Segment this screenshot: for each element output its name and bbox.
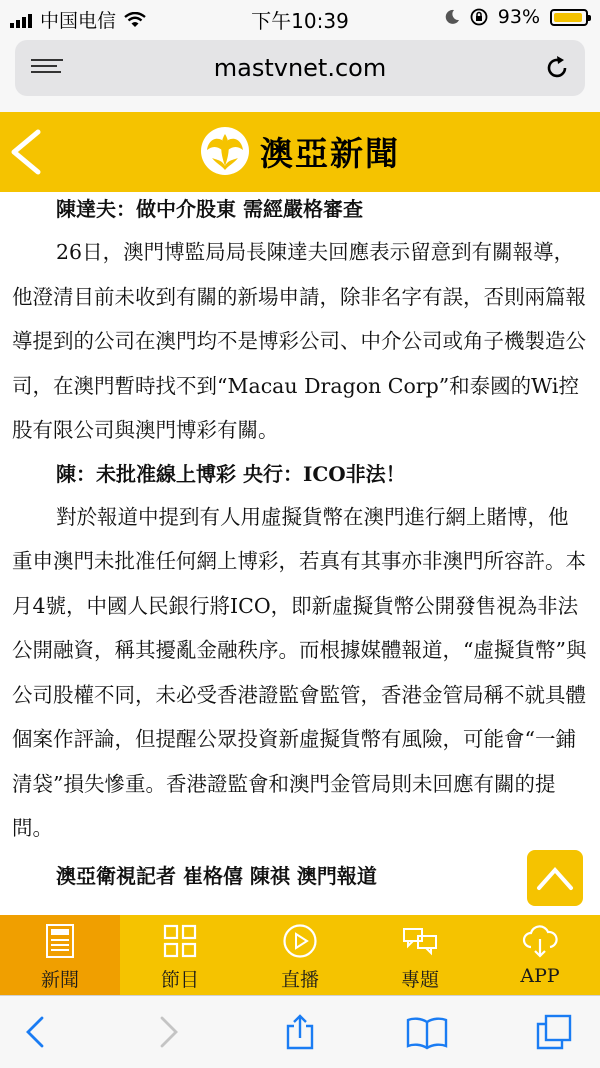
nav-label: 專題	[400, 969, 439, 991]
carrier-label: 中国电信	[40, 10, 117, 32]
article-byline: 澳亞衛視記者 崔格僖 陳祺 澳門報道	[56, 863, 377, 888]
grid-icon	[162, 923, 198, 959]
nav-item-news[interactable]	[0, 915, 120, 995]
browser-back-icon[interactable]	[18, 1014, 54, 1050]
article-subhead: 陳達夫：做中介股東 需經嚴格審查	[56, 197, 363, 221]
url-text[interactable]: mastvnet.com	[213, 54, 387, 82]
cloud-download-icon	[522, 923, 558, 959]
chevron-up-icon	[527, 850, 583, 906]
app-title: 澳亞新聞	[260, 133, 400, 173]
bottom-navigation	[0, 915, 600, 995]
nav-item-live[interactable]	[240, 915, 360, 995]
nav-item-topics[interactable]	[360, 915, 480, 995]
browser-toolbar	[0, 995, 600, 1068]
nav-label: 新聞	[40, 969, 79, 991]
article-paragraph: 26日，澳門博監局局長陳達夫回應表示留意到有關報導，他澄清目前未收到有關的新場申請，除非名字有誤，否則兩篇報導提到的公司在澳門均不是博彩公司、中介公司或角子機製造公司，在澳門暫時找不到“Macau Dragon Corp”和泰國的Wi控股有限公司與澳門博彩有關。	[12, 240, 586, 442]
battery-percent: 93%	[497, 6, 540, 28]
nav-label: 直播	[280, 969, 319, 991]
browser-address-area	[0, 34, 600, 113]
reload-icon[interactable]	[543, 54, 571, 82]
app-header	[0, 112, 600, 192]
status-time: 下午10:39	[251, 9, 349, 33]
bookmarks-icon[interactable]	[406, 1014, 448, 1050]
status-bar	[0, 0, 600, 34]
moon-icon	[444, 9, 460, 25]
status-right	[444, 6, 588, 28]
back-arrow-icon[interactable]	[6, 128, 46, 176]
news-icon	[42, 923, 78, 959]
scroll-to-top-button[interactable]	[527, 850, 583, 906]
nav-label: 節目	[160, 969, 199, 991]
nav-item-programs[interactable]	[120, 915, 240, 995]
nav-item-app[interactable]	[480, 915, 600, 995]
battery-icon	[550, 9, 588, 26]
share-icon[interactable]	[282, 1014, 318, 1050]
address-bar[interactable]	[15, 40, 585, 96]
chat-icon	[402, 923, 438, 959]
browser-forward-icon[interactable]	[150, 1014, 186, 1050]
article-body	[12, 192, 588, 901]
brand	[200, 126, 400, 176]
tabs-icon[interactable]	[536, 1014, 572, 1050]
orientation-lock-icon	[470, 8, 488, 26]
nav-label: APP	[520, 965, 560, 987]
article-paragraph: 對於報道中提到有人用虛擬貨幣在澳門進行網上賭博，他重申澳門未批准任何網上博彩，若真有其事亦非澳門所容許。本月4號，中國人民銀行將ICO，即新虛擬貨幣公開發售視為非法公開融資，稱其擾亂金融秩序。而根據媒體報道，“虛擬貨幣”與公司股權不同，未必受香港證監會監管，香港金管局稱不就具體個案作評論，但提醒公眾投資新虛擬貨幣有風險，可能會“一鋪清袋”損失慘重。香港證監會和澳門金管局則未回應有關的提問。	[12, 504, 587, 840]
logo-icon	[200, 126, 250, 176]
article-subhead: 陳：未批准線上博彩 央行：ICO非法！	[56, 461, 406, 486]
play-icon	[282, 923, 318, 959]
